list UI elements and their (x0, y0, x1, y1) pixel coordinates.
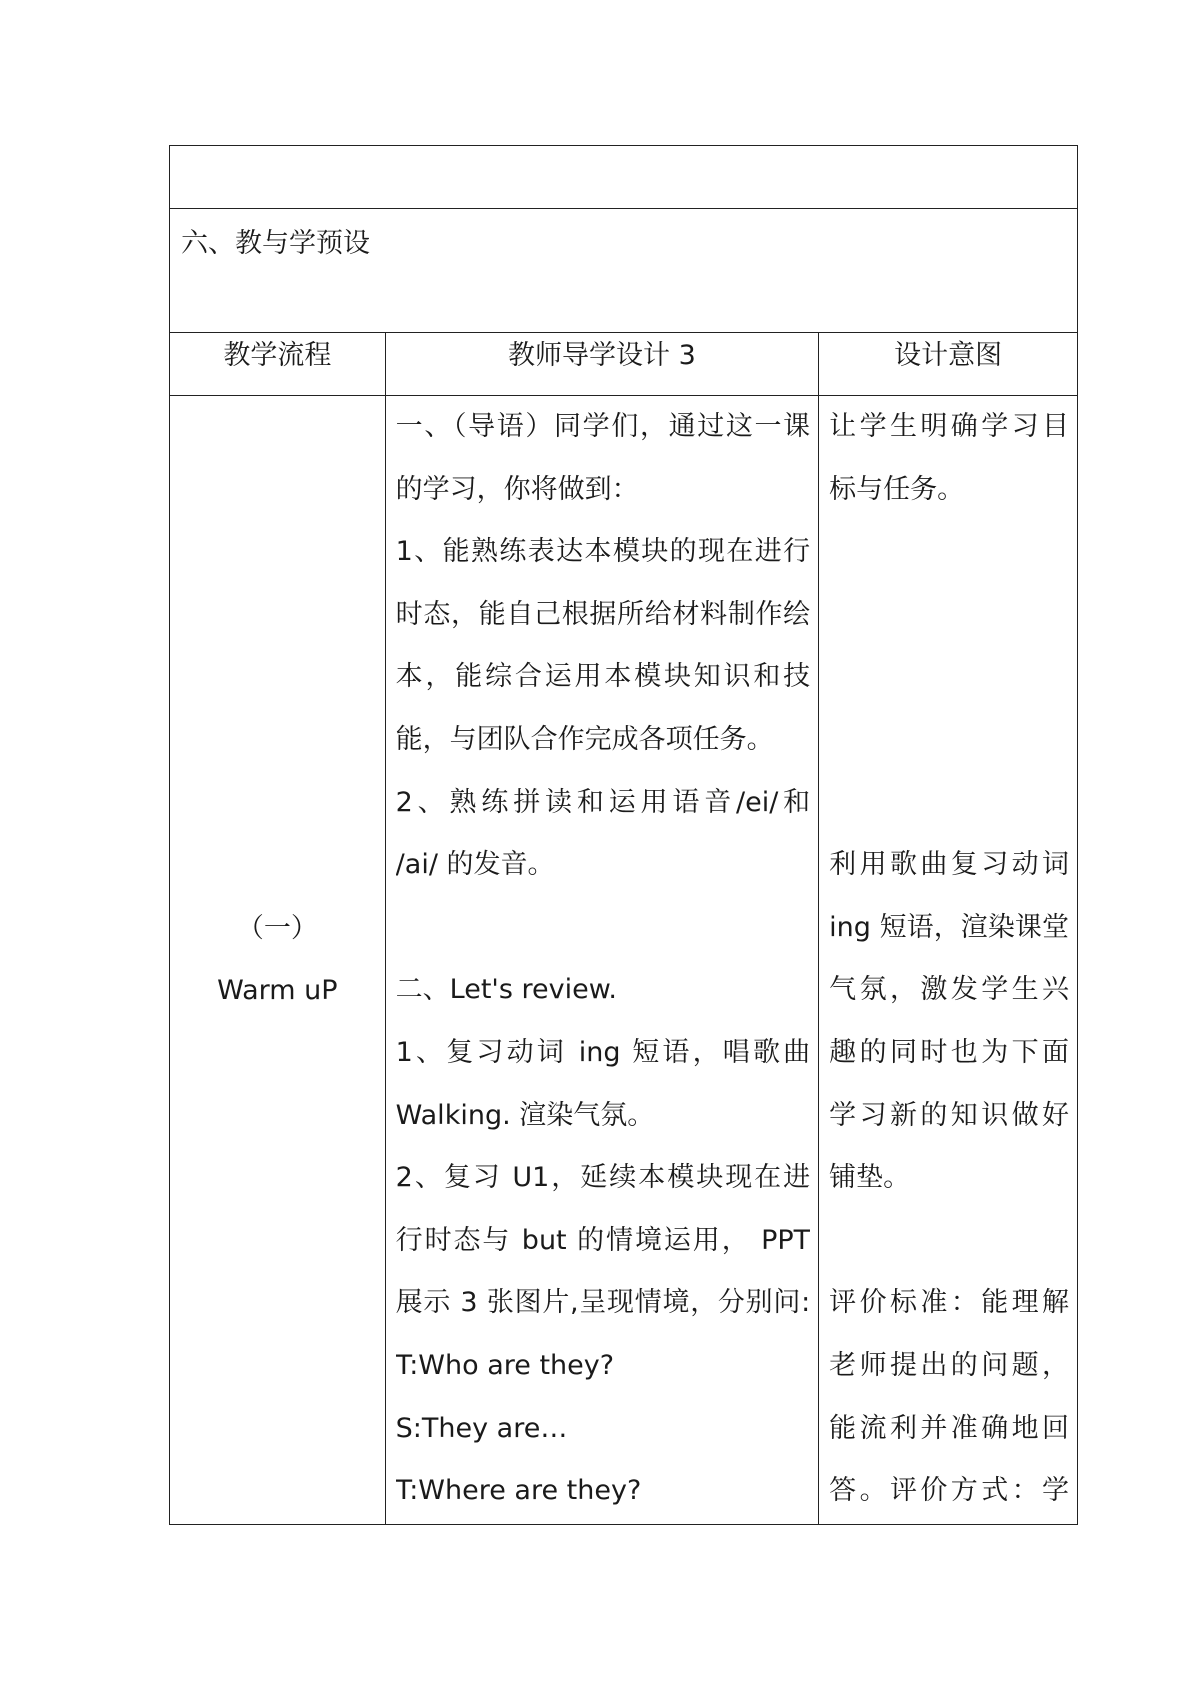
section-cell (170, 209, 1078, 333)
design-line: S:They are… (395, 1412, 568, 1444)
header-intent: 设计意图 (819, 333, 1078, 396)
section-row (170, 209, 1078, 333)
design-line: Walking. 渲染气氛。 (395, 1099, 655, 1131)
intent-line: ing 短语，渲染课堂 (829, 911, 1069, 943)
blank-row (170, 146, 1078, 209)
intent-line-blank (829, 709, 1069, 772)
stage-name: Warm uP (217, 975, 338, 1006)
design-cell (385, 396, 819, 1525)
design-line: 能，与团队合作完成各项任务。 (395, 723, 774, 755)
header-design: 教师导学设计 3 (385, 333, 819, 396)
design-line: 1、复习动词 ing 短语，唱歌曲 (395, 1036, 811, 1068)
design-line: 时态，能自己根据所给材料制作绘 (395, 598, 811, 630)
design-line: 展示 3 张图片,呈现情境，分别问: (395, 1287, 811, 1319)
body-row (170, 396, 1078, 1525)
design-line: 1、能熟练表达本模块的现在进行 (395, 536, 811, 568)
intent-line-blank (829, 1210, 1069, 1273)
lesson-plan-table (169, 145, 1078, 1525)
intent-line: 气氛，激发学生兴 (829, 974, 1069, 1006)
intent-line-blank (829, 772, 1069, 835)
intent-line: 评价标准：能理解 (829, 1287, 1069, 1319)
intent-line: 能流利并准确地回 (829, 1412, 1069, 1444)
intent-line: 标与任务。 (829, 473, 965, 505)
design-line-blank (396, 897, 811, 960)
design-line: 行时态与 but 的情境运用， PPT (395, 1224, 811, 1256)
intent-line: 让学生明确学习目 (829, 411, 1069, 442)
intent-line: 铺垫。 (829, 1162, 911, 1194)
design-line: 一、（导语）同学们，通过这一课 (395, 411, 811, 442)
stage-cell (170, 396, 386, 1525)
intent-line: 学习新的知识做好 (829, 1099, 1069, 1131)
intent-cell (819, 396, 1078, 1525)
stage-number: （一） (236, 913, 318, 944)
intent-line: 利用歌曲复习动词 (829, 849, 1069, 881)
intent-line: 答。评价方式：学 (829, 1475, 1069, 1507)
design-line: 本，能综合运用本模块知识和技 (395, 661, 811, 693)
section-title: 六、教与学预设 (181, 228, 370, 259)
design-line: 二、Let's review. (395, 974, 617, 1006)
design-line: T:Where are they? (395, 1475, 642, 1507)
intent-line-blank (829, 646, 1069, 709)
design-line: 2、复习 U1，延续本模块现在进 (395, 1162, 811, 1194)
intent-line-blank (829, 584, 1069, 647)
design-line: /ai/ 的发音。 (395, 849, 555, 881)
header-row (170, 333, 1078, 396)
intent-line: 老师提出的问题， (829, 1349, 1069, 1381)
intent-line: 趣的同时也为下面 (829, 1036, 1069, 1068)
design-line: 2、熟练拼读和运用语音/ei/和 (395, 786, 811, 818)
blank-cell (170, 146, 1078, 209)
design-line: T:Who are they? (395, 1349, 615, 1381)
header-stage: 教学流程 (170, 333, 386, 396)
design-line: 的学习，你将做到： (395, 473, 639, 505)
intent-line-blank (829, 521, 1069, 584)
